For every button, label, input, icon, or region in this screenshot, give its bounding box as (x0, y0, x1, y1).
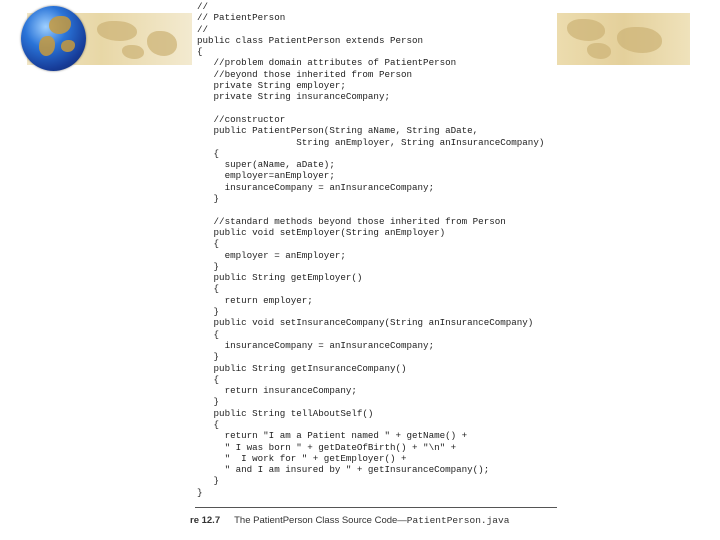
code-line: } (197, 193, 220, 205)
world-map-banner-right (557, 13, 690, 65)
caption-divider (195, 507, 557, 508)
code-listing (197, 1, 544, 498)
code-line: public void setEmployer(String anEmployer) (197, 226, 446, 238)
code-line: " I was born " + getDateOfBirth() + "\n" + (197, 441, 457, 453)
code-line: { (197, 283, 220, 295)
code-line: //problem domain attributes of PatientPerson (197, 57, 457, 69)
code-line: public String tellAboutSelf() (197, 407, 374, 419)
code-line (197, 204, 544, 215)
code-line: insuranceCompany = anInsuranceCompany; (197, 339, 435, 351)
code-line: { (197, 238, 220, 250)
caption-filename: PatientPerson.java (406, 515, 510, 526)
code-line: return employer; (197, 294, 313, 306)
code-line: return "I am a Patient named " + getName() + (197, 430, 468, 442)
code-line: // (197, 23, 209, 35)
caption-text: The PatientPerson Class Source Code— (234, 515, 407, 526)
code-line: } (197, 396, 220, 408)
code-line: " I work for " + getEmployer() + (197, 452, 407, 464)
code-line: { (197, 147, 220, 159)
code-line: insuranceCompany = anInsuranceCompany; (197, 181, 435, 193)
code-line: //standard methods beyond those inherited from Person (197, 215, 506, 227)
globe-icon (21, 6, 86, 71)
code-line: public class PatientPerson extends Person (197, 34, 424, 46)
code-line: } (197, 486, 203, 498)
code-line: } (197, 306, 220, 318)
code-line: } (197, 475, 220, 487)
code-line: public void setInsuranceCompany(String anInsuranceCompany) (197, 317, 534, 329)
code-line: { (197, 373, 220, 385)
code-line: return insuranceCompany; (197, 385, 357, 397)
code-line: } (197, 260, 220, 272)
code-line: { (197, 418, 220, 430)
code-line: public String getEmployer() (197, 272, 363, 284)
code-line: { (197, 46, 203, 58)
code-line: //constructor (197, 113, 286, 125)
code-line: //beyond those inherited from Person (197, 68, 413, 80)
figure-number: re 12.7 (190, 515, 221, 526)
code-line: { (197, 328, 220, 340)
code-line: " and I am insured by " + getInsuranceCompany(); (197, 464, 490, 476)
code-line: private String insuranceCompany; (197, 91, 390, 103)
code-line: // (197, 1, 209, 12)
code-line: } (197, 351, 220, 363)
figure-caption (190, 515, 509, 526)
code-line: public PatientPerson(String aName, String aDate, (197, 125, 479, 137)
code-line (197, 103, 544, 114)
code-line: super(aName, aDate); (197, 159, 335, 171)
code-line: String anEmployer, String anInsuranceCompany) (197, 136, 545, 148)
code-line: public String getInsuranceCompany() (197, 362, 407, 374)
code-line: private String employer; (197, 80, 346, 92)
code-line: // PatientPerson (197, 12, 286, 24)
code-line: employer=anEmployer; (197, 170, 335, 182)
code-line: employer = anEmployer; (197, 249, 346, 261)
